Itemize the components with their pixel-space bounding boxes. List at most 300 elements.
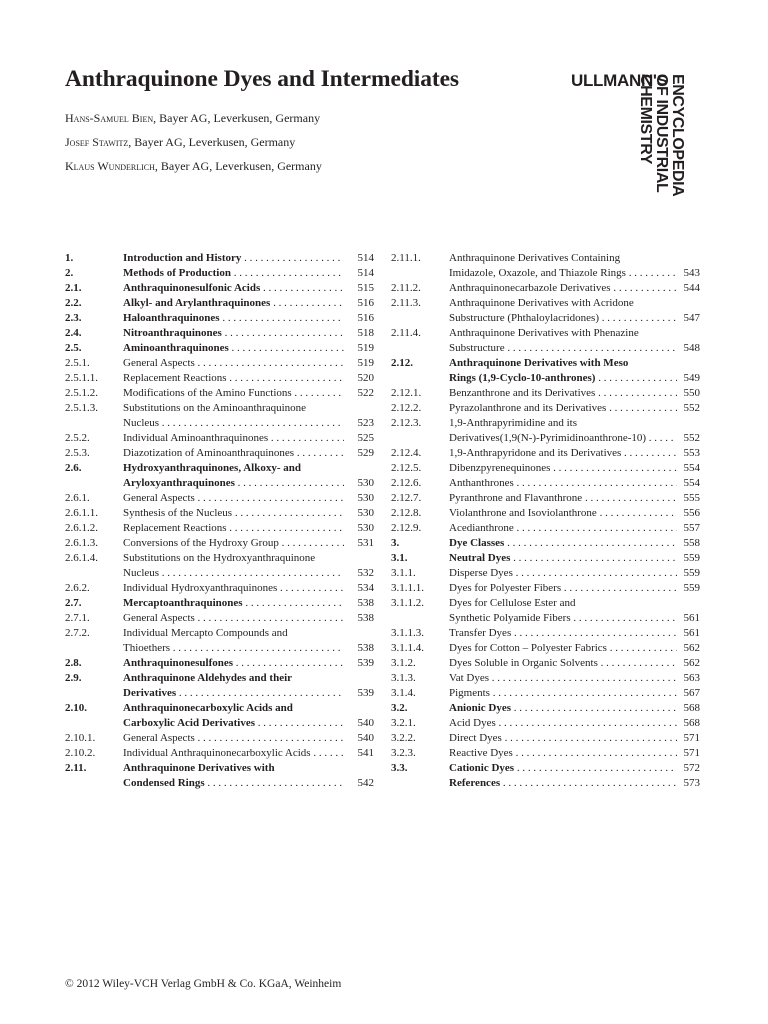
author-list bbox=[65, 110, 322, 182]
toc-entry-page: 559 bbox=[683, 567, 700, 579]
toc-entry-title-text: Individual Anthraquinonecarboxylic Acids bbox=[123, 747, 311, 759]
toc-entry-page: 531 bbox=[357, 537, 374, 549]
toc-entry bbox=[65, 371, 374, 386]
toc-entry-number: 2.7.1. bbox=[65, 612, 90, 624]
toc-entry-title-text: Synthesis of the Nucleus bbox=[123, 507, 233, 519]
logo-brand: ULLMANN'S bbox=[571, 71, 668, 90]
toc-entry-page: 552 bbox=[683, 432, 700, 444]
toc-entry bbox=[391, 656, 700, 671]
toc-entry-title bbox=[123, 296, 344, 311]
toc-entry bbox=[65, 341, 374, 356]
toc-entry-title-text: Transfer Dyes bbox=[449, 627, 512, 639]
toc-entry-page: 562 bbox=[683, 657, 700, 669]
toc-entry-page: 549 bbox=[683, 372, 700, 384]
toc-entry-title bbox=[123, 341, 344, 356]
toc-entry-number: 2.5.3. bbox=[65, 447, 90, 459]
toc-entry bbox=[391, 266, 700, 281]
toc-entry-number: 2.12. bbox=[391, 357, 413, 369]
toc-entry-page: 534 bbox=[357, 582, 374, 594]
toc-entry-page: 540 bbox=[357, 717, 374, 729]
toc-entry bbox=[65, 506, 374, 521]
toc-entry-number: 2.12.3. bbox=[391, 417, 422, 429]
toc-entry-title-text: Haloanthraquinones bbox=[123, 312, 220, 324]
toc-entry-title bbox=[123, 596, 344, 611]
toc-entry-page: 552 bbox=[683, 402, 700, 414]
toc-entry-number: 3.2.3. bbox=[391, 747, 416, 759]
toc-entry-title bbox=[123, 446, 344, 461]
toc-entry-page: 523 bbox=[357, 417, 374, 429]
toc-entry-title bbox=[449, 551, 677, 566]
toc-entry bbox=[65, 581, 374, 596]
toc-entry-title: Individual Mercapto Compounds and bbox=[123, 627, 288, 639]
toc-entry-page: 514 bbox=[357, 267, 374, 279]
toc-entry-title-text: Anthanthrones bbox=[449, 477, 514, 489]
author-name: Josef Stawitz, bbox=[65, 135, 132, 149]
toc-entry-title bbox=[449, 341, 677, 356]
toc-entry-number: 3.1.1. bbox=[391, 567, 416, 579]
toc-entry-number: 2.9. bbox=[65, 672, 82, 684]
toc-entry-title bbox=[123, 356, 344, 371]
toc-entry-title: Anthraquinone Derivatives with Phenazine bbox=[449, 327, 639, 339]
toc-entry-page: 514 bbox=[357, 252, 374, 264]
toc-entry-number: 2.4. bbox=[65, 327, 82, 339]
toc-entry-title: Anthraquinone Derivatives with Acridone bbox=[449, 297, 634, 309]
toc-entry-title: Anthraquinone Aldehydes and their bbox=[123, 672, 293, 684]
toc-entry bbox=[391, 626, 700, 641]
toc-entry-title bbox=[123, 326, 344, 341]
toc-entry-page: 555 bbox=[683, 492, 700, 504]
toc-entry bbox=[65, 296, 374, 311]
toc-entry-page: 519 bbox=[357, 357, 374, 369]
toc-entry-number: 2. bbox=[65, 267, 74, 279]
toc-entry-number: 2.12.9. bbox=[391, 522, 422, 534]
toc-entry-page: 515 bbox=[357, 282, 374, 294]
toc-entry-title-text: Condensed Rings bbox=[123, 777, 205, 789]
logo-vertical-text bbox=[637, 74, 686, 200]
toc-entry bbox=[65, 416, 374, 431]
toc-entry bbox=[65, 686, 374, 701]
toc-entry bbox=[391, 371, 700, 386]
toc-entry-title-text: Nitroanthraquinones bbox=[123, 327, 222, 339]
toc-entry-title-text: Violanthrone and Isoviolanthrone bbox=[449, 507, 597, 519]
toc-entry-page: 543 bbox=[683, 267, 700, 279]
toc-entry-page: 518 bbox=[357, 327, 374, 339]
toc-entry bbox=[391, 731, 700, 746]
toc-entry-title-text: Dyes for Cotton – Polyester Fabrics bbox=[449, 642, 607, 654]
toc-entry-page: 544 bbox=[683, 282, 700, 294]
toc-entry bbox=[65, 401, 374, 416]
toc-entry-title-text: Anthraquinonesulfonic Acids bbox=[123, 282, 261, 294]
toc-entry-number: 2.12.1. bbox=[391, 387, 422, 399]
toc-entry bbox=[65, 656, 374, 671]
toc-entry-page: 525 bbox=[357, 432, 374, 444]
toc-entry bbox=[65, 491, 374, 506]
toc-entry-number: 2.6.1.2. bbox=[65, 522, 98, 534]
toc-entry bbox=[65, 251, 374, 266]
toc-entry bbox=[65, 776, 374, 791]
toc-entry bbox=[391, 686, 700, 701]
toc-entry-number: 2.10.1. bbox=[65, 732, 96, 744]
toc-entry-title bbox=[449, 536, 677, 551]
toc-entry-title-text: 1,9-Anthrapyridone and its Derivatives bbox=[449, 447, 622, 459]
toc-entry-title-text: Substructure (Phthaloylacridones) bbox=[449, 312, 599, 324]
toc-entry bbox=[65, 566, 374, 581]
toc-entry-title bbox=[449, 491, 677, 506]
toc-entry-title: Anthraquinonecarboxylic Acids and bbox=[123, 702, 293, 714]
toc-entry bbox=[391, 551, 700, 566]
toc-entry bbox=[391, 716, 700, 731]
toc-entry-title-text: General Aspects bbox=[123, 612, 195, 624]
copyright-notice: © 2012 Wiley-VCH Verlag GmbH & Co. KGaA, Weinheim bbox=[65, 978, 342, 990]
toc-entry-title bbox=[123, 716, 344, 731]
toc-entry-title-text: Disperse Dyes bbox=[449, 567, 513, 579]
toc-entry-number: 3. bbox=[391, 537, 400, 549]
toc-entry-title bbox=[449, 581, 677, 596]
toc-entry bbox=[391, 251, 700, 266]
toc-entry-title bbox=[449, 266, 677, 281]
toc-entry bbox=[391, 521, 700, 536]
toc-entry-title bbox=[449, 731, 677, 746]
toc-entry-number: 2.5.1.1. bbox=[65, 372, 98, 384]
toc-entry-title-text: Diazotization of Aminoanthraquinones bbox=[123, 447, 295, 459]
toc-entry-page: 530 bbox=[357, 507, 374, 519]
toc-entry-title bbox=[449, 626, 677, 641]
toc-entry-title bbox=[449, 386, 677, 401]
toc-entry-number: 2.12.4. bbox=[391, 447, 422, 459]
toc-entry-number: 3.2.1. bbox=[391, 717, 416, 729]
toc-entry bbox=[391, 431, 700, 446]
toc-entry bbox=[391, 356, 700, 371]
toc-entry bbox=[391, 671, 700, 686]
toc-entry-title-text: Acedianthrone bbox=[449, 522, 514, 534]
toc-entry-title bbox=[123, 476, 344, 491]
toc-entry-title bbox=[449, 446, 677, 461]
toc-entry bbox=[391, 461, 700, 476]
toc-entry-number: 2.2. bbox=[65, 297, 82, 309]
toc-entry-number: 2.5.1. bbox=[65, 357, 90, 369]
toc-entry-number: 2.11.1. bbox=[391, 252, 421, 264]
toc-entry-page: 530 bbox=[357, 492, 374, 504]
toc-entry-page: 554 bbox=[683, 462, 700, 474]
toc-entry-page: 558 bbox=[683, 537, 700, 549]
logo-line-1: ENCYCLOPEDIA bbox=[669, 74, 686, 197]
toc-entry bbox=[65, 716, 374, 731]
toc-entry-number: 2.5. bbox=[65, 342, 82, 354]
toc-entry-number: 2.10.2. bbox=[65, 747, 96, 759]
toc-entry-title: Anthraquinone Derivatives Containing bbox=[449, 252, 621, 264]
toc-entry bbox=[391, 776, 700, 791]
toc-entry bbox=[391, 296, 700, 311]
toc-entry bbox=[65, 311, 374, 326]
toc-entry bbox=[391, 581, 700, 596]
ullmanns-logo bbox=[571, 72, 701, 202]
toc-entry-title-text: Individual Hydroxyanthraquinones bbox=[123, 582, 278, 594]
toc-entry-title bbox=[449, 401, 677, 416]
toc-entry-title-text: Replacement Reactions bbox=[123, 522, 227, 534]
toc-entry bbox=[65, 521, 374, 536]
toc-entry-title-text: Pigments bbox=[449, 687, 490, 699]
toc-entry-page: 529 bbox=[357, 447, 374, 459]
toc-entry-title-text: Anthraquinonecarbazole Derivatives bbox=[449, 282, 611, 294]
toc-entry-title-text: Cationic Dyes bbox=[449, 762, 515, 774]
toc-entry-title-text: General Aspects bbox=[123, 492, 195, 504]
toc-entry-number: 3.1.4. bbox=[391, 687, 416, 699]
toc-entry-title bbox=[123, 686, 344, 701]
toc-entry-number: 2.3. bbox=[65, 312, 82, 324]
toc-entry-title bbox=[123, 416, 344, 431]
toc-entry-number: 3.1.1.1. bbox=[391, 582, 424, 594]
toc-entry-number: 3.1.1.2. bbox=[391, 597, 424, 609]
toc-entry-title-text: Anthraquinonesulfones bbox=[123, 657, 234, 669]
toc-entry bbox=[65, 536, 374, 551]
toc-entry-title bbox=[449, 566, 677, 581]
toc-entry bbox=[65, 626, 374, 641]
toc-entry-page: 548 bbox=[683, 342, 700, 354]
toc-entry-title-text: Alkyl- and Arylanthraquinones bbox=[123, 297, 271, 309]
toc-entry-title bbox=[449, 701, 677, 716]
toc-entry-number: 2.6.1.1. bbox=[65, 507, 98, 519]
toc-entry-number: 2.12.7. bbox=[391, 492, 422, 504]
toc-entry-number: 2.6. bbox=[65, 462, 82, 474]
toc-entry-title-text: Aryloxyanthraquinones bbox=[123, 477, 235, 489]
toc-entry bbox=[65, 281, 374, 296]
toc-entry-page: 553 bbox=[683, 447, 700, 459]
toc-entry-title bbox=[449, 521, 677, 536]
toc-entry bbox=[391, 491, 700, 506]
toc-entry-number: 2.6.2. bbox=[65, 582, 90, 594]
toc-entry-page: 538 bbox=[357, 642, 374, 654]
toc-entry-title bbox=[449, 761, 677, 776]
toc-entry-page: 516 bbox=[357, 297, 374, 309]
toc-entry-title bbox=[123, 581, 344, 596]
author-affiliation: Bayer AG, Leverkusen, Germany bbox=[159, 111, 321, 125]
toc-entry-number: 2.6.1.3. bbox=[65, 537, 98, 549]
toc-entry-title bbox=[449, 746, 677, 761]
toc-entry-page: 540 bbox=[357, 732, 374, 744]
toc-entry bbox=[65, 611, 374, 626]
toc-entry bbox=[65, 701, 374, 716]
author-affiliation: Bayer AG, Leverkusen, Germany bbox=[160, 159, 322, 173]
toc-entry bbox=[65, 386, 374, 401]
toc-entry-page: 547 bbox=[683, 312, 700, 324]
toc-entry-title bbox=[449, 476, 677, 491]
toc-entry bbox=[65, 731, 374, 746]
toc-entry-number: 2.6.1. bbox=[65, 492, 90, 504]
toc-entry-page: 538 bbox=[357, 597, 374, 609]
toc-entry bbox=[65, 746, 374, 761]
toc-entry-title-text: Nucleus bbox=[123, 417, 160, 429]
toc-entry-title bbox=[123, 251, 344, 266]
toc-entry-page: 559 bbox=[683, 582, 700, 594]
toc-entry-number: 2.6.1.4. bbox=[65, 552, 98, 564]
toc-entry-number: 2.11.2. bbox=[391, 282, 421, 294]
toc-entry-title: Substitutions on the Hydroxyanthraquinone bbox=[123, 552, 316, 564]
toc-entry-page: 542 bbox=[357, 777, 374, 789]
author-3 bbox=[65, 158, 322, 182]
toc-entry-number: 3.1.1.3. bbox=[391, 627, 424, 639]
logo-line-3: CHEMISTRY bbox=[637, 74, 654, 165]
toc-entry bbox=[391, 281, 700, 296]
toc-entry bbox=[65, 551, 374, 566]
toc-entry-title bbox=[449, 776, 677, 791]
toc-entry-title bbox=[449, 656, 677, 671]
toc-entry-page: 532 bbox=[357, 567, 374, 579]
toc-entry-page: 519 bbox=[357, 342, 374, 354]
toc-entry-title-text: Reactive Dyes bbox=[449, 747, 513, 759]
toc-entry bbox=[391, 641, 700, 656]
toc-entry-title-text: Imidazole, Oxazole, and Thiazole Rings bbox=[449, 267, 626, 279]
toc-entry-title bbox=[449, 371, 677, 386]
toc-entry-page: 556 bbox=[683, 507, 700, 519]
toc-entry-page: 541 bbox=[357, 747, 374, 759]
toc-entry-number: 2.10. bbox=[65, 702, 87, 714]
toc-entry-title bbox=[123, 506, 344, 521]
toc-entry-title-text: General Aspects bbox=[123, 732, 195, 744]
toc-entry-title bbox=[123, 611, 344, 626]
toc-entry-title-text: Thioethers bbox=[123, 642, 171, 654]
toc-entry bbox=[391, 446, 700, 461]
toc-entry-page: 573 bbox=[683, 777, 700, 789]
toc-entry-title-text: Benzanthrone and its Derivatives bbox=[449, 387, 596, 399]
toc-entry-title-text: Pyranthrone and Flavanthrone bbox=[449, 492, 583, 504]
toc-entry-title bbox=[123, 536, 344, 551]
toc-entry-title: Anthraquinone Derivatives with bbox=[123, 762, 275, 774]
toc-entry-page: 571 bbox=[683, 747, 700, 759]
toc-entry bbox=[391, 566, 700, 581]
toc-entry-title-text: Dye Classes bbox=[449, 537, 505, 549]
toc-entry-title: Dyes for Cellulose Ester and bbox=[449, 597, 576, 609]
toc-entry-title bbox=[449, 716, 677, 731]
toc-entry-title bbox=[123, 281, 344, 296]
toc-entry bbox=[65, 266, 374, 281]
toc-entry bbox=[65, 461, 374, 476]
toc-entry-title-text: Conversions of the Hydroxy Group bbox=[123, 537, 279, 549]
toc-entry-title-text: Dyes Soluble in Organic Solvents bbox=[449, 657, 598, 669]
toc-entry-number: 3.3. bbox=[391, 762, 408, 774]
toc-entry-title-text: Individual Aminoanthraquinones bbox=[123, 432, 269, 444]
toc-entry-title bbox=[123, 566, 344, 581]
toc-entry bbox=[391, 386, 700, 401]
toc-entry-title bbox=[449, 431, 677, 446]
toc-entry bbox=[65, 431, 374, 446]
toc-entry-title bbox=[449, 461, 677, 476]
toc-entry-page: 572 bbox=[683, 762, 700, 774]
toc-entry-number: 3.2.2. bbox=[391, 732, 416, 744]
toc-entry-number: 2.12.8. bbox=[391, 507, 422, 519]
toc-entry-title-text: Synthetic Polyamide Fibers bbox=[449, 612, 571, 624]
toc-entry-number: 3.1.2. bbox=[391, 657, 416, 669]
toc-entry-title-text: Dyes for Polyester Fibers bbox=[449, 582, 562, 594]
toc-entry bbox=[65, 761, 374, 776]
toc-entry-number: 2.7. bbox=[65, 597, 82, 609]
toc-entry-title-text: Direct Dyes bbox=[449, 732, 502, 744]
toc-entry-page: 568 bbox=[683, 717, 700, 729]
author-name: Hans-Samuel Bien, bbox=[65, 111, 157, 125]
toc-entry-number: 3.1.1.4. bbox=[391, 642, 424, 654]
toc-entry-title-text: Replacement Reactions bbox=[123, 372, 227, 384]
toc-entry bbox=[391, 701, 700, 716]
toc-entry-page: 568 bbox=[683, 702, 700, 714]
toc-entry-title-text: Carboxylic Acid Derivatives bbox=[123, 717, 255, 729]
toc-entry-page: 530 bbox=[357, 522, 374, 534]
toc-entry-title bbox=[123, 311, 344, 326]
toc-entry-title: 1,9-Anthrapyrimidine and its bbox=[449, 417, 578, 429]
toc-entry-number: 3.2. bbox=[391, 702, 408, 714]
toc-entry-title bbox=[123, 776, 344, 791]
toc-entry-number: 2.11.4. bbox=[391, 327, 421, 339]
toc-entry-title bbox=[123, 386, 344, 401]
toc-column-left bbox=[65, 251, 374, 791]
toc-entry-page: 563 bbox=[683, 672, 700, 684]
toc-entry-title bbox=[449, 686, 677, 701]
toc-entry-number: 1. bbox=[65, 252, 74, 264]
toc-entry bbox=[65, 671, 374, 686]
toc-entry-title-text: Derivatives(1,9(N-)-Pyrimidinoanthrone-10) bbox=[449, 432, 647, 444]
toc-entry-page: 554 bbox=[683, 477, 700, 489]
toc-entry bbox=[391, 596, 700, 611]
toc-entry bbox=[65, 641, 374, 656]
toc-entry-title bbox=[123, 266, 344, 281]
toc-entry-title bbox=[123, 371, 344, 386]
toc-entry-number: 2.7.2. bbox=[65, 627, 90, 639]
author-2 bbox=[65, 134, 322, 158]
toc-entry-number: 2.1. bbox=[65, 282, 82, 294]
toc-entry bbox=[391, 536, 700, 551]
toc-entry bbox=[391, 476, 700, 491]
toc-entry bbox=[65, 356, 374, 371]
toc-entry-title bbox=[123, 431, 344, 446]
toc-entry-title: Anthraquinone Derivatives with Meso bbox=[449, 357, 629, 369]
toc-entry-page: 571 bbox=[683, 732, 700, 744]
toc-entry-title-text: Mercaptoanthraquinones bbox=[123, 597, 243, 609]
toc-entry-title-text: Methods of Production bbox=[123, 267, 231, 279]
toc-entry-number: 2.11. bbox=[65, 762, 87, 774]
toc-entry-title: Substitutions on the Aminoanthraquinone bbox=[123, 402, 307, 414]
toc-entry-title bbox=[449, 506, 677, 521]
toc-entry-number: 2.12.5. bbox=[391, 462, 422, 474]
toc-entry bbox=[391, 761, 700, 776]
toc-entry-title-text: Rings (1,9-Cyclo-10-anthrones) bbox=[449, 372, 596, 384]
toc-entry-page: 530 bbox=[357, 477, 374, 489]
toc-entry-number: 3.1.3. bbox=[391, 672, 416, 684]
toc-entry bbox=[391, 506, 700, 521]
toc-entry-number: 2.11.3. bbox=[391, 297, 421, 309]
toc-entry bbox=[391, 611, 700, 626]
toc-entry bbox=[391, 311, 700, 326]
toc-entry-title-text: Dibenzpyrenequinones bbox=[449, 462, 551, 474]
toc-entry-page: 516 bbox=[357, 312, 374, 324]
toc-entry-title: Hydroxyanthraquinones, Alkoxy- and bbox=[123, 462, 301, 474]
article-title: Anthraquinone Dyes and Intermediates bbox=[65, 66, 459, 92]
toc-entry-number: 2.12.6. bbox=[391, 477, 422, 489]
toc-entry bbox=[391, 746, 700, 761]
toc-entry-title bbox=[449, 611, 677, 626]
toc-entry-title bbox=[123, 521, 344, 536]
toc-entry-title bbox=[449, 281, 677, 296]
toc-entry bbox=[391, 401, 700, 416]
toc-entry-page: 550 bbox=[683, 387, 700, 399]
toc-entry-page: 520 bbox=[357, 372, 374, 384]
toc-entry-title bbox=[123, 731, 344, 746]
toc-entry-title-text: Derivatives bbox=[123, 687, 177, 699]
toc-entry-title bbox=[123, 656, 344, 671]
toc-entry-title-text: Substructure bbox=[449, 342, 505, 354]
toc-entry-title-text: Anionic Dyes bbox=[449, 702, 512, 714]
toc-entry-title-text: Aminoanthraquinones bbox=[123, 342, 229, 354]
toc-entry-page: 522 bbox=[357, 387, 374, 399]
toc-entry-title-text: References bbox=[449, 777, 501, 789]
toc-entry bbox=[391, 326, 700, 341]
